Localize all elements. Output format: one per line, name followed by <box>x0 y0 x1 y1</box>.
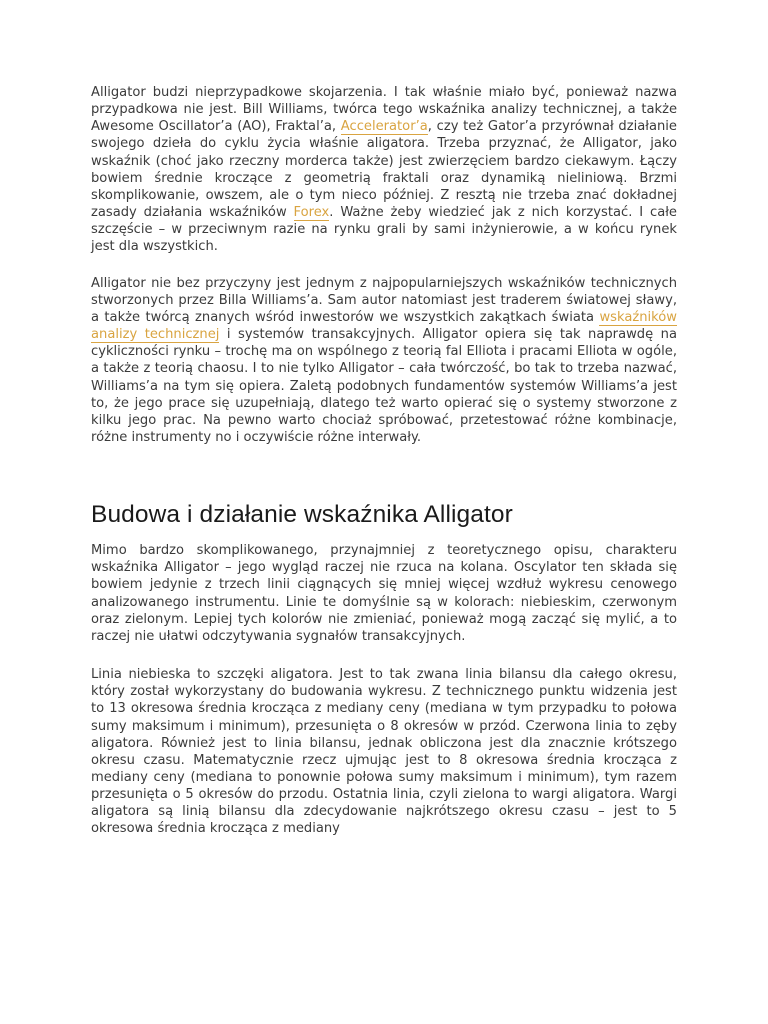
link-technical-indicators[interactable]: wskaźników analizy technicznej <box>91 309 677 343</box>
document-page <box>91 84 677 838</box>
link-accelerator[interactable]: Accelerator’a <box>340 119 428 135</box>
link-forex[interactable]: Forex <box>293 205 330 221</box>
section-heading: Budowa i działanie wskaźnika Alligator <box>91 501 513 529</box>
paragraph-text: Alligator budzi nieprzypadkowe skojarzenia. I tak właśnie miało być, ponieważ nazwa przypadkowa nie jest. Bill Williams, twórca tego wskaźnika analizy technicznej, a także Awesome Oscillator’a (AO), Fraktal’a, <box>91 85 677 135</box>
paragraph-text: i systemów transakcyjnych. Alligator opiera się tak naprawdę na cykliczności rynku – trochę ma on wspólnego z teorią fal Elliota i pracami Elliota w ogóle, a także z teorią chaosu. I to nie tylko Alligator – cała twórczość, bo tak to trzeba nazwać, Williams’a na tym się opiera. Zaletą podobnych fundamentów systemów Williams’a jest to, że jego prace się uzupełniają, dlatego też warto opierać się o systemy stworzone z kilku jego prac. Na pewno warto chociaż spróbować, przetestować różne kombinacje, różne instrumenty no i oczywiście różne interwały. <box>91 327 677 445</box>
paragraph-lines: Linia niebieska to szczęki aligatora. Jest to tak zwana linia bilansu dla całego okresu, który został wykorzystany do budowania wykresu. Z technicznego punktu widzenia jest to 13 okresowa średnia krocząca z mediany ceny (mediana w tym przypadku to połowa sumy maksimum i minimum), przesunięta o 8 okresów w przód. Czerwona linia to zęby aligatora. Również jest to linia bilansu, jednak obliczona jest dla znacznie krótszego okresu czasu. Matematycznie rzecz ujmując jest to 8 okresowa średnia krocząca z mediany ceny (mediana to ponownie połowa sumy maksimum i minimum), tym razem przesunięta o 5 okresów do przodu. Ostatnia linia, czyli zielona to wargi aligatora. Wargi aligatora są linią bilansu dla zdecydowanie najkrótszego okresu czasu – jest to 5 okresowa średnia krocząca z mediany <box>91 667 677 837</box>
paragraph-text: Alligator nie bez przyczyny jest jednym z najpopularniejszych wskaźników technicznych stworzonych przez Billa Williams’a. Sam autor natomiast jest traderem światowej sławy, a także twórcą znanych wśród inwestorów we wszystkich zakątkach świata <box>91 275 677 325</box>
paragraph-structure: Mimo bardzo skomplikowanego, przynajmniej z teoretycznego opisu, charakteru wskaźnika Alligator – jego wygląd raczej nie rzuca na kolana. Oscylator ten składa się bowiem jedynie z trzech linii ciągnących się mniej więcej wzdłuż wykresu cenowego analizowanego instrumentu. Linie te domyślnie są w kolorach: niebieskim, czerwonym oraz zielonym. Lepiej tych kolorów nie zmieniać, ponieważ mogą zacząć się mylić, a to raczej nie ułatwi odczytywania sygnałów transakcyjnych. <box>91 543 677 644</box>
paragraph-popularity <box>91 275 677 447</box>
paragraph-intro <box>91 84 677 256</box>
paragraph-text: . Ważne żeby wiedzieć jak z nich korzystać. I całe szczęście – w przeciwnym razie na rynku grali by sami inżynierowie, a w końcu rynek jest dla wszystkich. <box>91 205 677 255</box>
paragraph-text: , czy też Gator’a przyrównał działanie swojego dzieła do cyklu życia właśnie aligatora. Trzeba przyznać, że Alligator, jako wskaźnik (choć jako rzeczny morderca także) jest zwierzęciem bardzo ciekawym. Łączy bowiem średnie kroczące z geometrią fraktali oraz dynamiką nieliniową. Brzmi skomplikowanie, owszem, ale o tym nieco później. Z resztą nie trzeba znać dokładnej zasady działania wskaźników <box>91 119 677 221</box>
